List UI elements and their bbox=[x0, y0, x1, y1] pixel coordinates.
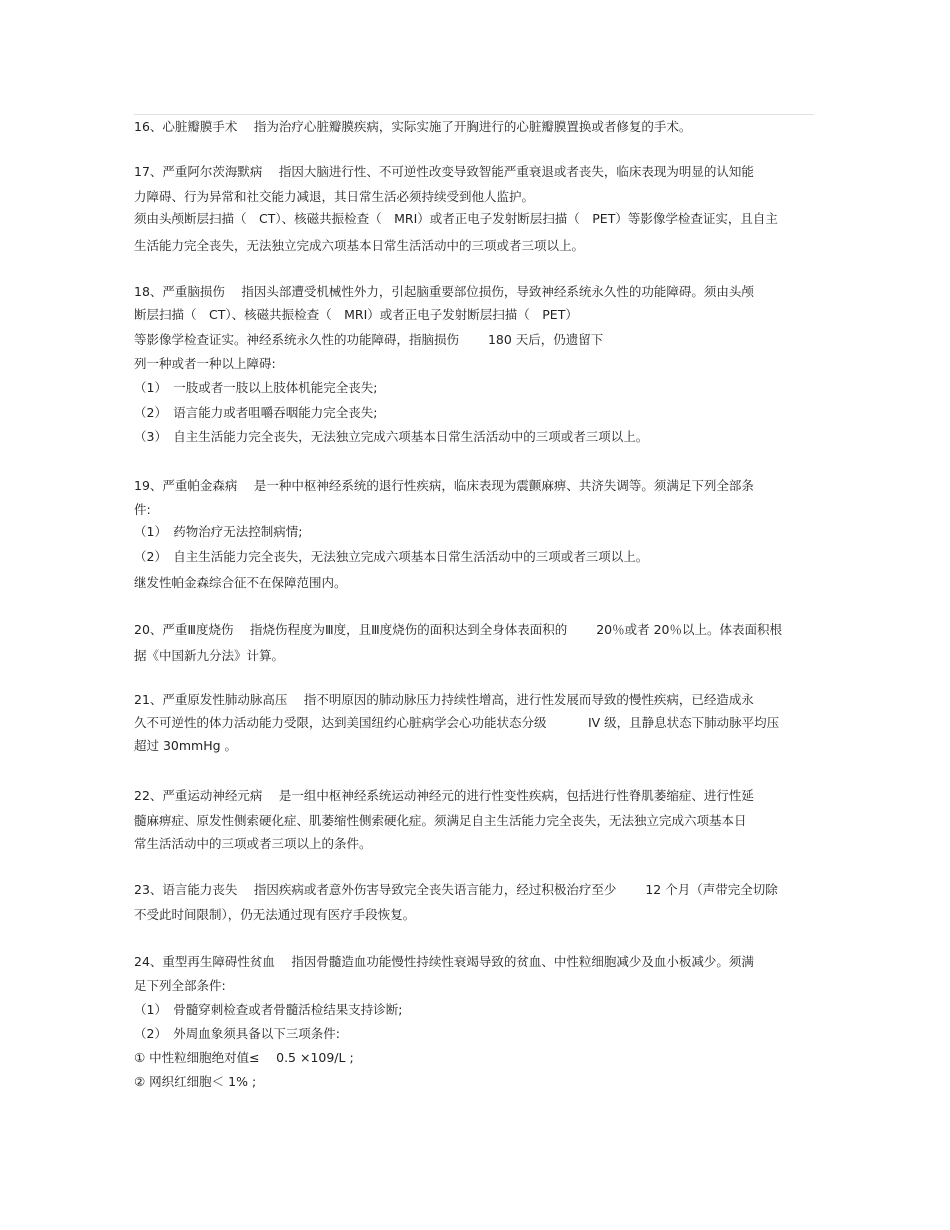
text-line: ② 网织红细胞＜ 1% ; bbox=[134, 1074, 257, 1089]
text-line: 件: bbox=[134, 502, 151, 517]
text-line: （2） 自主生活能力完全丧失，无法独立完成六项基本日常生活活动中的三项或者三项以上。 bbox=[134, 549, 649, 564]
text-line: 列一种或者一种以上障碍: bbox=[134, 356, 276, 371]
text-line: 20、严重Ⅲ度烧伤 指烧伤程度为Ⅲ度，且Ⅲ度烧伤的面积达到全身体表面积的 20％或者 20％以上。体表面积根 bbox=[134, 622, 782, 637]
text-line: 21、严重原发性肺动脉高压 指不明原因的肺动脉压力持续性增高，进行性发展而导致的慢性疾病，已经造成永 bbox=[134, 692, 754, 707]
text-line: 超过 30mmHg 。 bbox=[134, 738, 238, 753]
text-line: 22、严重运动神经元病 是一组中枢神经系统运动神经元的进行性变性疾病，包括进行性脊肌萎缩症、进行性延 bbox=[134, 788, 754, 803]
text-line: 生活能力完全丧失，无法独立完成六项基本日常生活活动中的三项或者三项以上。 bbox=[134, 238, 585, 253]
text-line: （1） 药物治疗无法控制病情; bbox=[134, 524, 303, 539]
text-line: 23、语言能力丧失 指因疾病或者意外伤害导致完全丧失语言能力，经过积极治疗至少 12 个月（声带完全切除 bbox=[134, 882, 778, 897]
text-line: （1） 一肢或者一肢以上肢体机能完全丧失; bbox=[134, 380, 378, 395]
text-line: 断层扫描（ CT）、核磁共振检查（ MRI）或者正电子发射断层扫描（ PET） bbox=[134, 307, 578, 322]
text-line: （2） 语言能力或者咀嚼吞咽能力完全丧失; bbox=[134, 405, 378, 420]
text-line: 24、重型再生障碍性贫血 指因骨髓造血功能慢性持续性衰竭导致的贫血、中性粒细胞减少及血小板减少。须满 bbox=[134, 954, 754, 969]
text-line: ① 中性粒细胞绝对值≤ 0.5 ×109/L ; bbox=[134, 1050, 354, 1065]
text-line: 等影像学检查证实。神经系统永久性的功能障碍，指脑损伤 180 天后，仍遗留下 bbox=[134, 332, 604, 347]
text-line: 16、心脏瓣膜手术 指为治疗心脏瓣膜疾病，实际实施了开胸进行的心脏瓣膜置换或者修复的手术。 bbox=[134, 119, 692, 134]
text-line: 据《中国新九分法》计算。 bbox=[134, 648, 285, 663]
text-line: 髓麻痹症、原发性侧索硬化症、肌萎缩性侧索硬化症。须满足自主生活能力完全丧失，无法独立完成六项基本日 bbox=[134, 813, 747, 828]
text-line: 17、严重阿尔茨海默病 指因大脑进行性、不可逆性改变导致智能严重衰退或者丧失，临床表现为明显的认知能 bbox=[134, 164, 754, 179]
text-line: 久不可逆性的体力活动能力受限，达到美国纽约心脏病学会心功能状态分级 IV 级，且静息状态下肺动脉平均压 bbox=[134, 715, 780, 730]
text-line: 19、严重帕金森病 是一种中枢神经系统的退行性疾病，临床表现为震颤麻痹、共济失调等。须满足下列全部条 bbox=[134, 478, 754, 493]
text-line: 须由头颅断层扫描（ CT）、核磁共振检查（ MRI）或者正电子发射断层扫描（ PET）等影像学检查证实，且自主 bbox=[134, 211, 778, 226]
text-line: 足下列全部条件: bbox=[134, 978, 226, 993]
text-line: （3） 自主生活能力完全丧失，无法独立完成六项基本日常生活活动中的三项或者三项以上。 bbox=[134, 429, 649, 444]
text-line: 常生活活动中的三项或者三项以上的条件。 bbox=[134, 836, 372, 851]
text-line: （2） 外周血象须具备以下三项条件: bbox=[134, 1026, 340, 1041]
top-rule bbox=[134, 114, 814, 115]
text-line: （1） 骨髓穿刺检查或者骨髓活检结果支持诊断; bbox=[134, 1002, 403, 1017]
text-line: 继发性帕金森综合征不在保障范围内。 bbox=[134, 575, 347, 590]
text-line: 不受此时间限制），仍无法通过现有医疗手段恢复。 bbox=[134, 907, 416, 922]
text-line: 18、严重脑损伤 指因头部遭受机械性外力，引起脑重要部位损伤，导致神经系统永久性的功能障碍。须由头颅 bbox=[134, 284, 754, 299]
text-line: 力障碍、行为异常和社交能力减退，其日常生活必须持续受到他人监护。 bbox=[134, 189, 535, 204]
